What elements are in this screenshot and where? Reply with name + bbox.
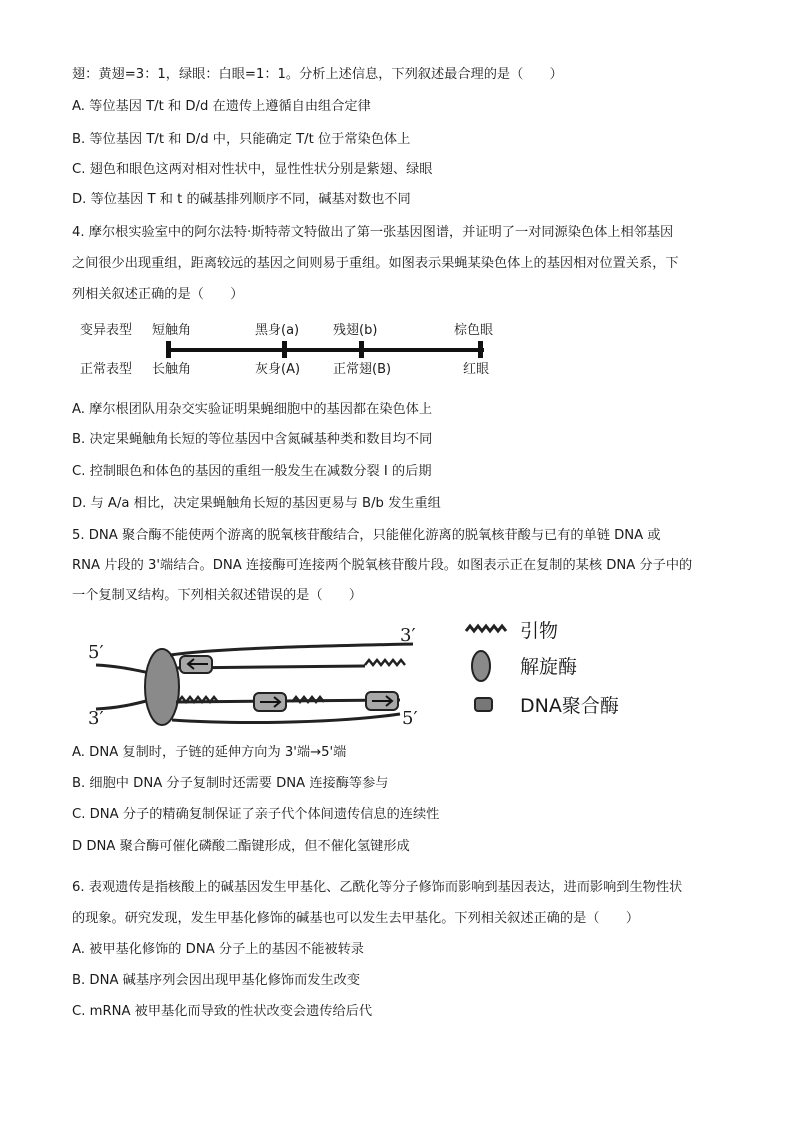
gene-3-normal: 正常翅(B) (333, 362, 392, 377)
legend-helicase-label: 解旋酶 (520, 656, 578, 678)
legend-polymerase-symbol (475, 698, 492, 711)
q4-option-a: A. 摩尔根团队用杂交实验证明果蝇细胞中的基因都在染色体上 (72, 402, 433, 417)
label-bottom-right-5prime: 5′ (402, 708, 418, 729)
gene-3-mutant: 残翅(b) (333, 323, 378, 338)
q5-option-d: D DNA 聚合酶可催化磷酸二酯键形成，但不催化氢键形成 (72, 839, 410, 854)
normal-row-label: 正常表型 (80, 362, 133, 377)
q4-option-d: D. 与 A/a 相比，决定果蝇触角长短的基因更易与 B/b 发生重组 (72, 496, 441, 511)
q4-stem-line-3: 列相关叙述正确的是（ ） (72, 287, 244, 302)
q3-option-b: B. 等位基因 T/t 和 D/d 中，只能确定 T/t 位于常染色体上 (72, 132, 411, 147)
legend-primer-symbol (466, 626, 506, 631)
label-top-left-5prime: 5′ (88, 642, 104, 663)
q6-option-b: B. DNA 碱基序列会因出现甲基化修饰而发生改变 (72, 973, 361, 988)
parent-strand-left-top (96, 665, 150, 673)
q5-option-b: B. 细胞中 DNA 分子复制时还需要 DNA 连接酶等参与 (72, 776, 389, 791)
q5-option-c: C. DNA 分子的精确复制保证了亲子代个体间遗传信息的连续性 (72, 807, 440, 822)
template-strand-top (170, 644, 413, 655)
q3-option-c: C. 翅色和眼色这两对相对性状中，显性性状分别是紫翅、绿眼 (72, 162, 433, 177)
gene-1-mutant: 短触角 (152, 323, 192, 338)
gene-1-normal: 长触角 (152, 362, 192, 377)
q6-stem-line-2: 的现象。研究发现，发生甲基化修饰的碱基也可以发生去甲基化。下列相关叙述正确的是（ ） (72, 911, 640, 926)
legend-primer-label: 引物 (520, 620, 559, 642)
q4-stem-line-1: 4. 摩尔根实验室中的阿尔法特·斯特蒂文特做出了第一张基因图谱，并证明了一对同源染色体上相邻基因 (72, 225, 674, 240)
q5-stem-line-3: 一个复制叉结构。下列相关叙述错误的是（ ） (72, 588, 363, 603)
q3-option-d: D. 等位基因 T 和 t 的碱基排列顺序不同，碱基对数也不同 (72, 192, 411, 207)
q4-option-c: C. 控制眼色和体色的基因的重组一般发生在减数分裂 Ⅰ 的后期 (72, 464, 432, 479)
q3-option-a: A. 等位基因 T/t 和 D/d 在遗传上遵循自由组合定律 (72, 99, 371, 114)
gene-4-mutant: 棕色眼 (454, 323, 494, 338)
template-strand-bottom (172, 714, 400, 722)
q4-option-b: B. 决定果蝇触角长短的等位基因中含氮碱基种类和数目均不同 (72, 432, 433, 447)
q4-stem-line-2: 之间很少出现重组，距离较远的基因之间则易于重组。如图表示果蝇某染色体上的基因相对位置关系，下 (72, 256, 679, 271)
label-bottom-left-3prime: 3′ (88, 708, 104, 729)
helicase (145, 649, 179, 725)
legend-helicase-symbol (472, 651, 490, 681)
legend-polymerase-label: DNA聚合酶 (520, 695, 619, 717)
mutant-row-label: 变异表型 (80, 323, 133, 338)
gene-2-normal: 灰身(A) (255, 362, 301, 377)
parent-strand-left-bottom (96, 700, 150, 709)
q5-option-a: A. DNA 复制时，子链的延伸方向为 3'端→5'端 (72, 745, 347, 760)
q6-stem-line-1: 6. 表观遗传是指核酸上的碱基因发生甲基化、乙酰化等分子修饰而影响到基因表达，进而影响到生物性状 (72, 880, 683, 895)
q3-stem-line: 翅：黄翅=3：1，绿眼：白眼=1：1。分析上述信息，下列叙述最合理的是（ ） (72, 67, 563, 82)
q6-option-c: C. mRNA 被甲基化而导致的性状改变会遗传给后代 (72, 1004, 373, 1019)
q6-option-a: A. 被甲基化修饰的 DNA 分子上的基因不能被转录 (72, 942, 364, 957)
q5-stem-line-1: 5. DNA 聚合酶不能使两个游离的脱氧核苷酸结合，只能催化游离的脱氧核苷酸与已有的单链 DNA 或 (72, 528, 661, 543)
primer-top (365, 660, 405, 665)
gene-4-normal: 红眼 (463, 362, 490, 377)
gene-2-mutant: 黑身(a) (255, 323, 300, 338)
q5-stem-line-2: RNA 片段的 3'端结合。DNA 连接酶可连接两个脱氧核苷酸片段。如图表示正在复制的某核 DNA 分子中的 (72, 558, 693, 573)
label-top-right-3prime: 3′ (400, 625, 416, 646)
